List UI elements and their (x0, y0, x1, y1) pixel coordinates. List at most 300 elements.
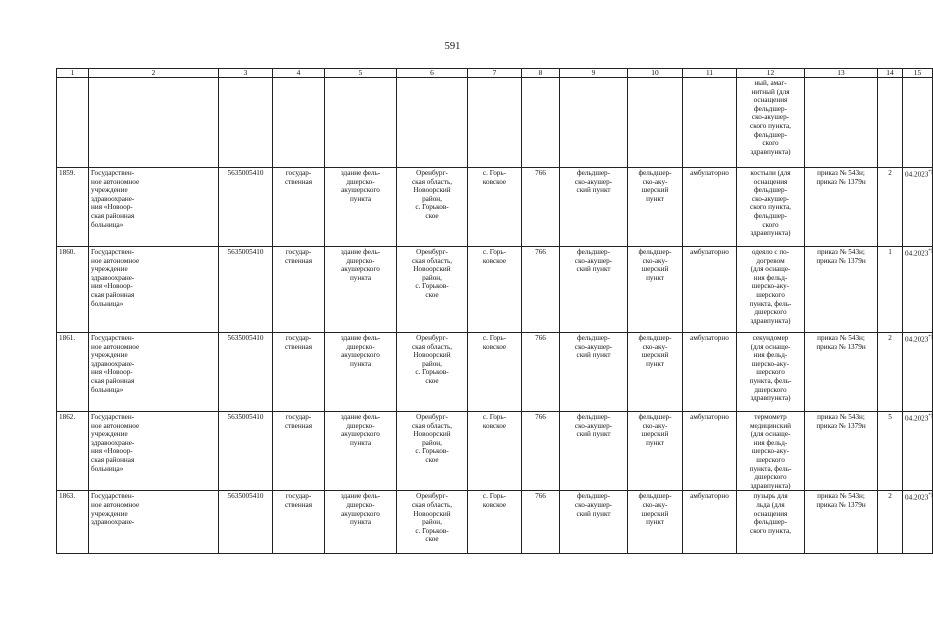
table-row (57, 412, 933, 491)
facility-cell (560, 333, 628, 412)
facility-cell-line: ский пункт (576, 265, 611, 274)
building-cell (325, 168, 397, 247)
equipment-cell-line: фельдшер- (753, 130, 788, 139)
ownership-cell-line: государ- (285, 248, 312, 256)
address-cell-line: Оренбург- (416, 492, 448, 501)
order-cell (805, 333, 878, 412)
equipment-cell-line: ского пункта, (750, 203, 791, 212)
equipment-cell-line: ско-акушер- (751, 113, 790, 122)
organization-cell-line: Государствен- (91, 169, 135, 177)
equipment-cell-line: ского пункта, (750, 526, 791, 535)
address-cell-line: Новоорский (413, 186, 451, 195)
equipment-cell-line: фельдшер- (753, 186, 788, 195)
equipment-cell-line: шерского (756, 455, 785, 464)
empty-cell (683, 78, 737, 168)
table-row (57, 333, 933, 412)
address-cell-line: Новоорский (413, 351, 451, 360)
facility-type-cell (628, 247, 683, 333)
equipment-cell-line: здравпункта) (750, 481, 791, 490)
column-header: 4 (273, 69, 325, 78)
empty-cell (219, 78, 273, 168)
facility-type-cell-line: фельдшер- (638, 492, 672, 501)
column-header: 9 (560, 69, 628, 78)
quantity-cell: 2 (878, 333, 903, 412)
building-cell-line: акушерского (341, 265, 380, 274)
equipment-cell-line: ния фельд- (753, 438, 788, 447)
address-cell-line: ское (425, 376, 439, 385)
date-footnote-mark: *) (928, 170, 933, 175)
address-cell-line: ская область, (411, 500, 453, 509)
ownership-cell-line: государ- (285, 334, 312, 342)
empty-cell (273, 78, 325, 168)
order-cell-line: приказ № 543н; (817, 492, 865, 501)
facility-type-cell-line: пункт (646, 518, 664, 527)
order-cell-line: приказ № 1379н (816, 342, 866, 351)
address-cell-line: район, (422, 194, 442, 203)
equipment-cell-line: нитный (для (751, 87, 790, 96)
order-cell-line: приказ № 543н; (817, 248, 865, 256)
address-cell (397, 168, 468, 247)
facility-cell-line: фельдшер- (576, 334, 611, 342)
equipment-cell-line: шерского (756, 290, 785, 299)
facility-cell-line: ский пункт (576, 351, 611, 360)
table-row (57, 168, 933, 247)
settlement-cell-line: с. Горь- (482, 413, 507, 421)
facility-cell-line: ско-акушер- (574, 256, 613, 265)
address-cell-line: ская область, (411, 421, 453, 430)
settlement-cell (468, 491, 522, 554)
date-value: 04.2023 (905, 414, 929, 423)
inn-cell: 5635005410 (219, 491, 273, 554)
empty-cell (903, 78, 933, 168)
equipment-cell-line: шерского (756, 368, 785, 377)
equipment-cell-line: шерско-аку- (751, 359, 790, 368)
inn-cell: 5635005410 (219, 168, 273, 247)
equipment-cell-line: одеяло с по- (751, 248, 790, 256)
column-header: 6 (397, 69, 468, 78)
facility-cell-line: фельдшер- (576, 169, 611, 177)
column-header: 3 (219, 69, 273, 78)
organization-cell-line: ное автономное (91, 342, 140, 351)
empty-cell (560, 78, 628, 168)
organization-cell-line: учреждение (91, 351, 128, 360)
column-header: 13 (805, 69, 878, 78)
address-cell-line: район, (422, 518, 442, 527)
organization-cell (89, 247, 219, 333)
equipment-cell-line: здравпункта) (750, 147, 791, 156)
order-cell-line: приказ № 1379н (816, 256, 866, 265)
empty-cell (522, 78, 560, 168)
organization-cell-line: больница» (91, 464, 124, 473)
equipment-cell-line: дшерского (754, 308, 787, 317)
facility-cell-line: фельдшер- (576, 413, 611, 421)
equipment-cell-line: ния фельд- (753, 273, 788, 282)
address-cell-line: ская область, (411, 256, 453, 265)
row-number: 1859. (57, 168, 89, 247)
column-header: 12 (737, 69, 805, 78)
care-form-cell: амбулаторно (683, 412, 737, 491)
quantity-cell: 5 (878, 412, 903, 491)
facility-cell-line: ский пункт (576, 186, 611, 195)
date-value: 04.2023 (905, 335, 929, 344)
facility-cell (560, 247, 628, 333)
facility-type-cell (628, 491, 683, 554)
equipment-cell-line: пункта, фель- (749, 376, 792, 385)
care-form-cell: амбулаторно (683, 333, 737, 412)
facility-type-cell (628, 333, 683, 412)
ownership-cell (273, 247, 325, 333)
equipment-cell (737, 168, 805, 247)
organization-cell (89, 333, 219, 412)
equipment-cell-line: секундомер (752, 334, 789, 342)
building-cell-line: здание фель- (340, 248, 381, 256)
facility-cell-line: ско-акушер- (574, 342, 613, 351)
building-cell-line: дшерско- (346, 256, 375, 265)
address-cell-line: Новоорский (413, 509, 451, 518)
equipment-cell (737, 491, 805, 554)
population-cell: 766 (522, 168, 560, 247)
population-cell: 766 (522, 412, 560, 491)
address-cell-line: Новоорский (413, 265, 451, 274)
facility-cell (560, 168, 628, 247)
facility-type-cell-line: шерский (641, 430, 669, 439)
empty-cell (325, 78, 397, 168)
building-cell-line: здание фель- (340, 334, 381, 342)
settlement-cell-line: ковское (482, 177, 507, 186)
building-cell-line: акушерского (341, 509, 380, 518)
organization-cell (89, 412, 219, 491)
facility-type-cell-line: шерский (641, 509, 669, 518)
building-cell-line: пункта (349, 194, 372, 203)
empty-cell (57, 78, 89, 168)
organization-cell-line: ное автономное (91, 500, 140, 509)
organization-cell-line: ния «Новоор- (91, 447, 133, 456)
equipment-cell (737, 333, 805, 412)
order-cell-line: приказ № 543н; (817, 334, 865, 342)
equipment-cell-line: фельдшер- (753, 518, 788, 527)
ownership-cell-line: государ- (285, 492, 312, 501)
row-number: 1863. (57, 491, 89, 554)
equipment-cell (737, 247, 805, 333)
order-cell-line: приказ № 1379н (816, 177, 866, 186)
date-cell (903, 168, 933, 247)
equipment-cell-line: ния фельд- (753, 351, 788, 360)
building-cell-line: пункта (349, 518, 372, 527)
address-cell-line: Оренбург- (416, 334, 448, 342)
facility-cell (560, 412, 628, 491)
settlement-cell (468, 333, 522, 412)
organization-cell-line: учреждение (91, 509, 128, 518)
settlement-cell-line: с. Горь- (482, 248, 507, 256)
address-cell-line: ское (425, 535, 439, 544)
organization-cell-line: здравоохране- (91, 438, 135, 447)
order-cell-line: приказ № 543н; (817, 169, 865, 177)
organization-cell-line: ская районная (91, 455, 135, 464)
row-number: 1861. (57, 333, 89, 412)
population-cell: 766 (522, 491, 560, 554)
equipment-cell (737, 412, 805, 491)
order-cell (805, 491, 878, 554)
equipment-cell-line: ского (762, 220, 779, 229)
equipment-cell (737, 78, 805, 168)
ownership-cell-line: ственная (284, 500, 313, 509)
building-cell-line: акушерского (341, 430, 380, 439)
column-header: 15 (903, 69, 933, 78)
ownership-cell-line: ственная (284, 342, 313, 351)
building-cell-line: здание фель- (340, 169, 381, 177)
care-form-cell: амбулаторно (683, 247, 737, 333)
continuation-row (57, 78, 933, 168)
facility-type-cell-line: фельдшер- (638, 334, 672, 342)
ownership-cell-line: ственная (284, 177, 313, 186)
header-row (57, 69, 933, 78)
building-cell-line: здание фель- (340, 413, 381, 421)
equipment-cell-line: медицинский (749, 421, 792, 430)
order-cell-line: приказ № 543н; (817, 413, 865, 421)
equipment-cell-line: ный, амаг- (754, 79, 787, 87)
equipment-cell-line: дшерского (754, 385, 787, 394)
organization-cell-line: ное автономное (91, 256, 140, 265)
empty-cell (805, 78, 878, 168)
facility-cell (560, 491, 628, 554)
date-cell (903, 333, 933, 412)
settlement-cell (468, 168, 522, 247)
empty-cell (397, 78, 468, 168)
organization-cell-line: ное автономное (91, 177, 140, 186)
facility-type-cell-line: фельдшер- (638, 169, 672, 177)
column-header: 2 (89, 69, 219, 78)
ownership-cell-line: государ- (285, 169, 312, 177)
facility-type-cell (628, 412, 683, 491)
page-number: 591 (444, 41, 461, 52)
order-cell-line: приказ № 1379н (816, 421, 866, 430)
organization-cell-line: здравоохране- (91, 194, 135, 203)
equipment-cell-line: пузырь для (753, 492, 788, 501)
equipment-cell-line: льда (для (756, 500, 785, 509)
equipment-cell-line: ского пункта, (750, 121, 791, 130)
inn-cell: 5635005410 (219, 247, 273, 333)
table-row (57, 491, 933, 554)
facility-type-cell (628, 168, 683, 247)
equipment-cell-line: пункта, фель- (749, 464, 792, 473)
date-cell (903, 247, 933, 333)
organization-cell-line: учреждение (91, 430, 128, 439)
facility-type-cell-line: шерский (641, 351, 669, 360)
building-cell-line: дшерско- (346, 177, 375, 186)
equipment-cell-line: пункта, фель- (749, 299, 792, 308)
address-cell-line: район, (422, 359, 442, 368)
column-header: 7 (468, 69, 522, 78)
address-cell-line: ское (425, 455, 439, 464)
organization-cell-line: ния «Новоор- (91, 203, 133, 212)
empty-cell (468, 78, 522, 168)
organization-cell-line: больница» (91, 299, 124, 308)
ownership-cell-line: государ- (285, 413, 312, 421)
column-header: 10 (628, 69, 683, 78)
facility-type-cell-line: шерский (641, 265, 669, 274)
date-footnote-mark: *) (928, 249, 933, 254)
organization-cell-line: Государствен- (91, 492, 135, 501)
ownership-cell-line: ственная (284, 421, 313, 430)
facility-type-cell-line: пункт (646, 194, 664, 203)
ownership-cell-line: ственная (284, 256, 313, 265)
inn-cell: 5635005410 (219, 333, 273, 412)
address-cell (397, 491, 468, 554)
building-cell-line: дшерско- (346, 500, 375, 509)
row-number: 1860. (57, 247, 89, 333)
building-cell (325, 333, 397, 412)
organization-cell-line: ния «Новоор- (91, 282, 133, 291)
equipment-cell-line: шерско-аку- (751, 447, 790, 456)
quantity-cell: 1 (878, 247, 903, 333)
facility-type-cell-line: ско-аку- (642, 256, 668, 265)
column-header: 5 (325, 69, 397, 78)
building-cell-line: пункта (349, 273, 372, 282)
address-cell-line: с. Горьков- (415, 447, 449, 456)
organization-cell-line: ская районная (91, 290, 135, 299)
building-cell (325, 412, 397, 491)
care-form-cell: амбулаторно (683, 491, 737, 554)
date-value: 04.2023 (905, 249, 929, 258)
address-cell-line: Новоорский (413, 430, 451, 439)
organization-cell-line: Государствен- (91, 334, 135, 342)
quantity-cell: 2 (878, 168, 903, 247)
equipment-cell-line: здравпункта) (750, 316, 791, 325)
facility-type-cell-line: пункт (646, 438, 664, 447)
building-cell-line: здание фель- (340, 492, 381, 501)
ownership-cell (273, 168, 325, 247)
quantity-cell: 2 (878, 491, 903, 554)
building-cell-line: акушерского (341, 186, 380, 195)
settlement-cell (468, 247, 522, 333)
organization-cell (89, 168, 219, 247)
address-cell-line: с. Горьков- (415, 526, 449, 535)
date-footnote-mark: *) (928, 493, 933, 499)
column-header: 1 (57, 69, 89, 78)
facility-type-cell-line: ско-аку- (642, 421, 668, 430)
facility-type-cell-line: фельдшер- (638, 413, 672, 421)
equipment-cell-line: костыли (для (750, 169, 791, 177)
table-row (57, 247, 933, 333)
facility-type-cell-line: пункт (646, 273, 664, 282)
care-form-cell: амбулаторно (683, 168, 737, 247)
date-value: 04.2023 (905, 493, 929, 502)
building-cell-line: акушерского (341, 351, 380, 360)
building-cell-line: пункта (349, 438, 372, 447)
address-cell-line: ское (425, 211, 439, 220)
organization-cell-line: Государствен- (91, 248, 135, 256)
ownership-cell (273, 333, 325, 412)
settlement-cell-line: ковское (482, 256, 507, 265)
order-cell (805, 168, 878, 247)
address-cell-line: ская область, (411, 177, 453, 186)
organization-cell-line: здравоохране- (91, 359, 135, 368)
equipment-cell-line: оснащения (753, 96, 788, 105)
facility-type-cell-line: пункт (646, 359, 664, 368)
organization-cell-line: ская районная (91, 376, 135, 385)
facility-type-cell-line: шерский (641, 186, 669, 195)
address-cell (397, 333, 468, 412)
organization-cell-line: ное автономное (91, 421, 140, 430)
organization-cell-line: ская районная (91, 211, 135, 220)
settlement-cell (468, 412, 522, 491)
address-cell-line: район, (422, 438, 442, 447)
empty-cell (878, 78, 903, 168)
equipment-cell-line: здравпункта) (750, 229, 791, 238)
facility-cell-line: ско-акушер- (574, 421, 613, 430)
facility-type-cell-line: ско-аку- (642, 177, 668, 186)
organization-cell-line: ния «Новоор- (91, 368, 133, 377)
equipment-cell-line: (для оснаще- (750, 265, 791, 274)
settlement-cell-line: ковское (482, 421, 507, 430)
equipment-cell-line: дшерского (754, 473, 787, 482)
address-cell-line: Оренбург- (416, 169, 448, 177)
building-cell-line: дшерско- (346, 421, 375, 430)
facility-cell-line: фельдшер- (576, 248, 611, 256)
date-cell (903, 491, 933, 554)
equipment-cell-line: оснащения (753, 177, 788, 186)
equipment-cell-line: догревом (756, 256, 785, 265)
organization-cell-line: учреждение (91, 265, 128, 274)
address-cell-line: с. Горьков- (415, 203, 449, 212)
empty-cell (628, 78, 683, 168)
address-cell-line: ское (425, 290, 439, 299)
organization-cell-line: больница» (91, 385, 124, 394)
inn-cell: 5635005410 (219, 412, 273, 491)
equipment-cell-line: фельдшер- (753, 104, 788, 113)
register-body (57, 69, 933, 554)
facility-cell-line: ско-акушер- (574, 500, 613, 509)
equipment-cell-line: (для оснаще- (750, 430, 791, 439)
order-cell (805, 412, 878, 491)
building-cell-line: пункта (349, 359, 372, 368)
equipment-cell-line: оснащения (753, 509, 788, 518)
building-cell-line: дшерско- (346, 342, 375, 351)
address-cell-line: Оренбург- (416, 413, 448, 421)
facility-cell-line: ско-акушер- (574, 177, 613, 186)
row-number: 1862. (57, 412, 89, 491)
building-cell (325, 247, 397, 333)
equipment-cell-line: ско-акушер- (751, 194, 790, 203)
date-footnote-mark: *) (928, 335, 933, 340)
building-cell (325, 491, 397, 554)
address-cell-line: с. Горьков- (415, 282, 449, 291)
equipment-cell-line: шерско-аку- (751, 282, 790, 291)
settlement-cell-line: с. Горь- (482, 334, 507, 342)
address-cell-line: район, (422, 273, 442, 282)
column-header: 14 (878, 69, 903, 78)
column-header: 11 (683, 69, 737, 78)
address-cell-line: Оренбург- (416, 248, 448, 256)
organization-cell (89, 491, 219, 554)
column-header: 8 (522, 69, 560, 78)
address-cell-line: с. Горьков- (415, 368, 449, 377)
organization-cell-line: здравоохране- (91, 518, 135, 527)
equipment-cell-line: ского (762, 139, 779, 148)
population-cell: 766 (522, 333, 560, 412)
equipment-cell-line: фельдшер- (753, 211, 788, 220)
address-cell (397, 247, 468, 333)
register-table (56, 68, 933, 554)
equipment-cell-line: термометр (754, 413, 787, 421)
equipment-cell-line: здравпункта) (750, 394, 791, 403)
organization-cell-line: здравоохране- (91, 273, 135, 282)
settlement-cell-line: ковское (482, 500, 507, 509)
organization-cell-line: больница» (91, 220, 124, 229)
address-cell-line: ская область, (411, 342, 453, 351)
ownership-cell (273, 412, 325, 491)
empty-cell (89, 78, 219, 168)
